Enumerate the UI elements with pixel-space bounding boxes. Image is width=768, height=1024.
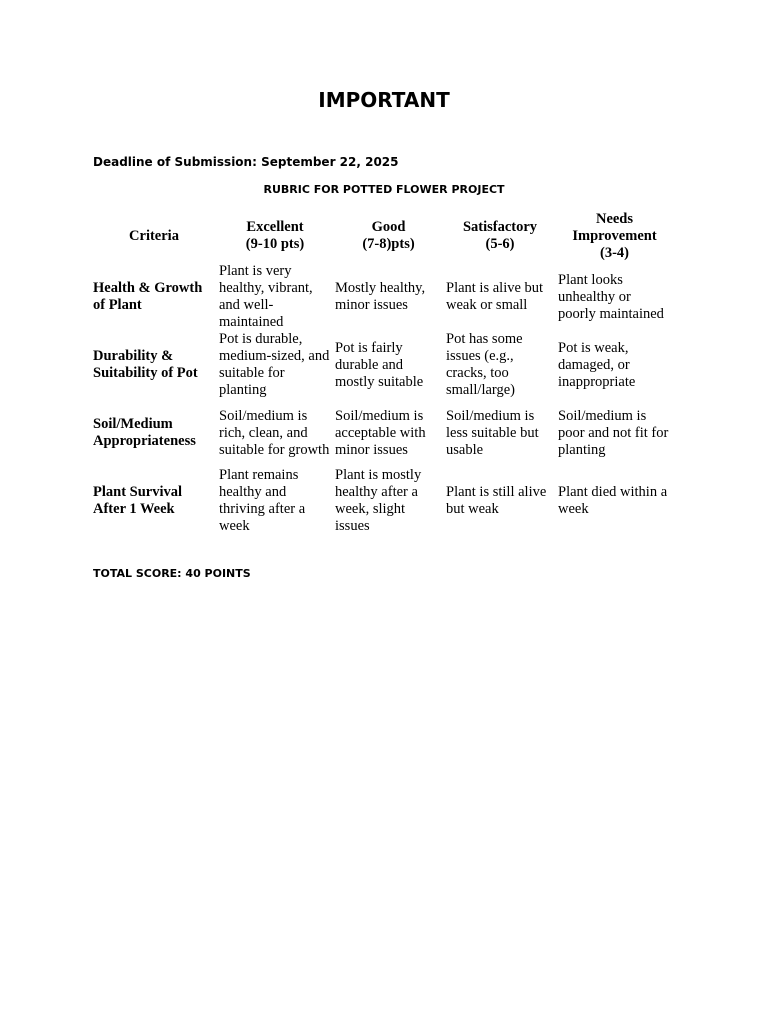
table-cell: Pot is weak, damaged, or inappropriate — [558, 339, 636, 390]
rubric-table — [91, 209, 673, 535]
page-title: IMPORTANT — [318, 88, 450, 112]
table-row — [91, 263, 673, 331]
criterion-cell: Durability & Suitability of Pot — [93, 348, 198, 381]
header-excellent — [217, 209, 333, 263]
header-line: Good — [371, 219, 406, 235]
header-line: (9-10 pts) — [245, 236, 305, 252]
table-cell: Plant is alive but weak or small — [446, 280, 544, 313]
table-row — [91, 399, 673, 467]
table-cell: Soil/medium is rich, clean, and suitable for growth — [219, 407, 330, 458]
deadline-label: Deadline of Submission: — [93, 155, 257, 169]
header-line: (7-8)pts) — [362, 236, 415, 252]
header-line: Satisfactory — [462, 219, 538, 235]
criterion-cell: Plant Survival After 1 Week — [93, 484, 183, 517]
header-line: Improvement — [572, 227, 657, 244]
rubric-title: RUBRIC FOR POTTED FLOWER PROJECT — [263, 183, 505, 196]
criterion-cell: Soil/Medium Appropriateness — [93, 416, 196, 449]
table-cell: Pot is fairly durable and mostly suitable — [335, 339, 424, 390]
header-line: Criteria — [129, 227, 179, 244]
table-cell: Soil/medium is poor and not fit for planting — [558, 407, 669, 458]
header-line: Needs — [595, 210, 634, 227]
header-line: (3-4) — [600, 244, 629, 261]
header-good — [333, 209, 444, 263]
table-cell: Plant is very healthy, vibrant, and well-maintained — [219, 263, 313, 330]
header-line: Excellent — [246, 219, 304, 235]
criterion-cell: Health & Growth of Plant — [93, 280, 203, 313]
table-row — [91, 331, 673, 399]
table-cell: Plant died within a week — [558, 484, 668, 517]
header-criteria — [91, 209, 217, 263]
header-line: (5-6) — [485, 236, 515, 252]
table-cell: Plant remains healthy and thriving after a week — [219, 467, 306, 534]
table-row — [91, 467, 673, 535]
table-cell: Soil/medium is acceptable with minor issues — [335, 407, 426, 458]
table-cell: Pot is durable, medium-sized, and suitable for planting — [219, 331, 330, 398]
table-header-row — [91, 209, 673, 263]
header-satisfactory — [444, 209, 556, 263]
table-cell: Pot has some issues (e.g., cracks, too small/large) — [446, 331, 523, 398]
table-cell: Plant is mostly healthy after a week, slight issues — [335, 467, 422, 534]
header-needs-improvement — [556, 209, 673, 263]
table-cell: Plant is still alive but weak — [446, 484, 547, 517]
table-cell: Soil/medium is less suitable but usable — [446, 407, 539, 458]
total-score: TOTAL SCORE: 40 POINTS — [93, 567, 251, 580]
deadline-line — [93, 155, 399, 169]
table-cell: Plant looks unhealthy or poorly maintained — [558, 271, 664, 322]
deadline-value: September 22, 2025 — [261, 155, 399, 169]
table-cell: Mostly healthy, minor issues — [335, 280, 426, 313]
